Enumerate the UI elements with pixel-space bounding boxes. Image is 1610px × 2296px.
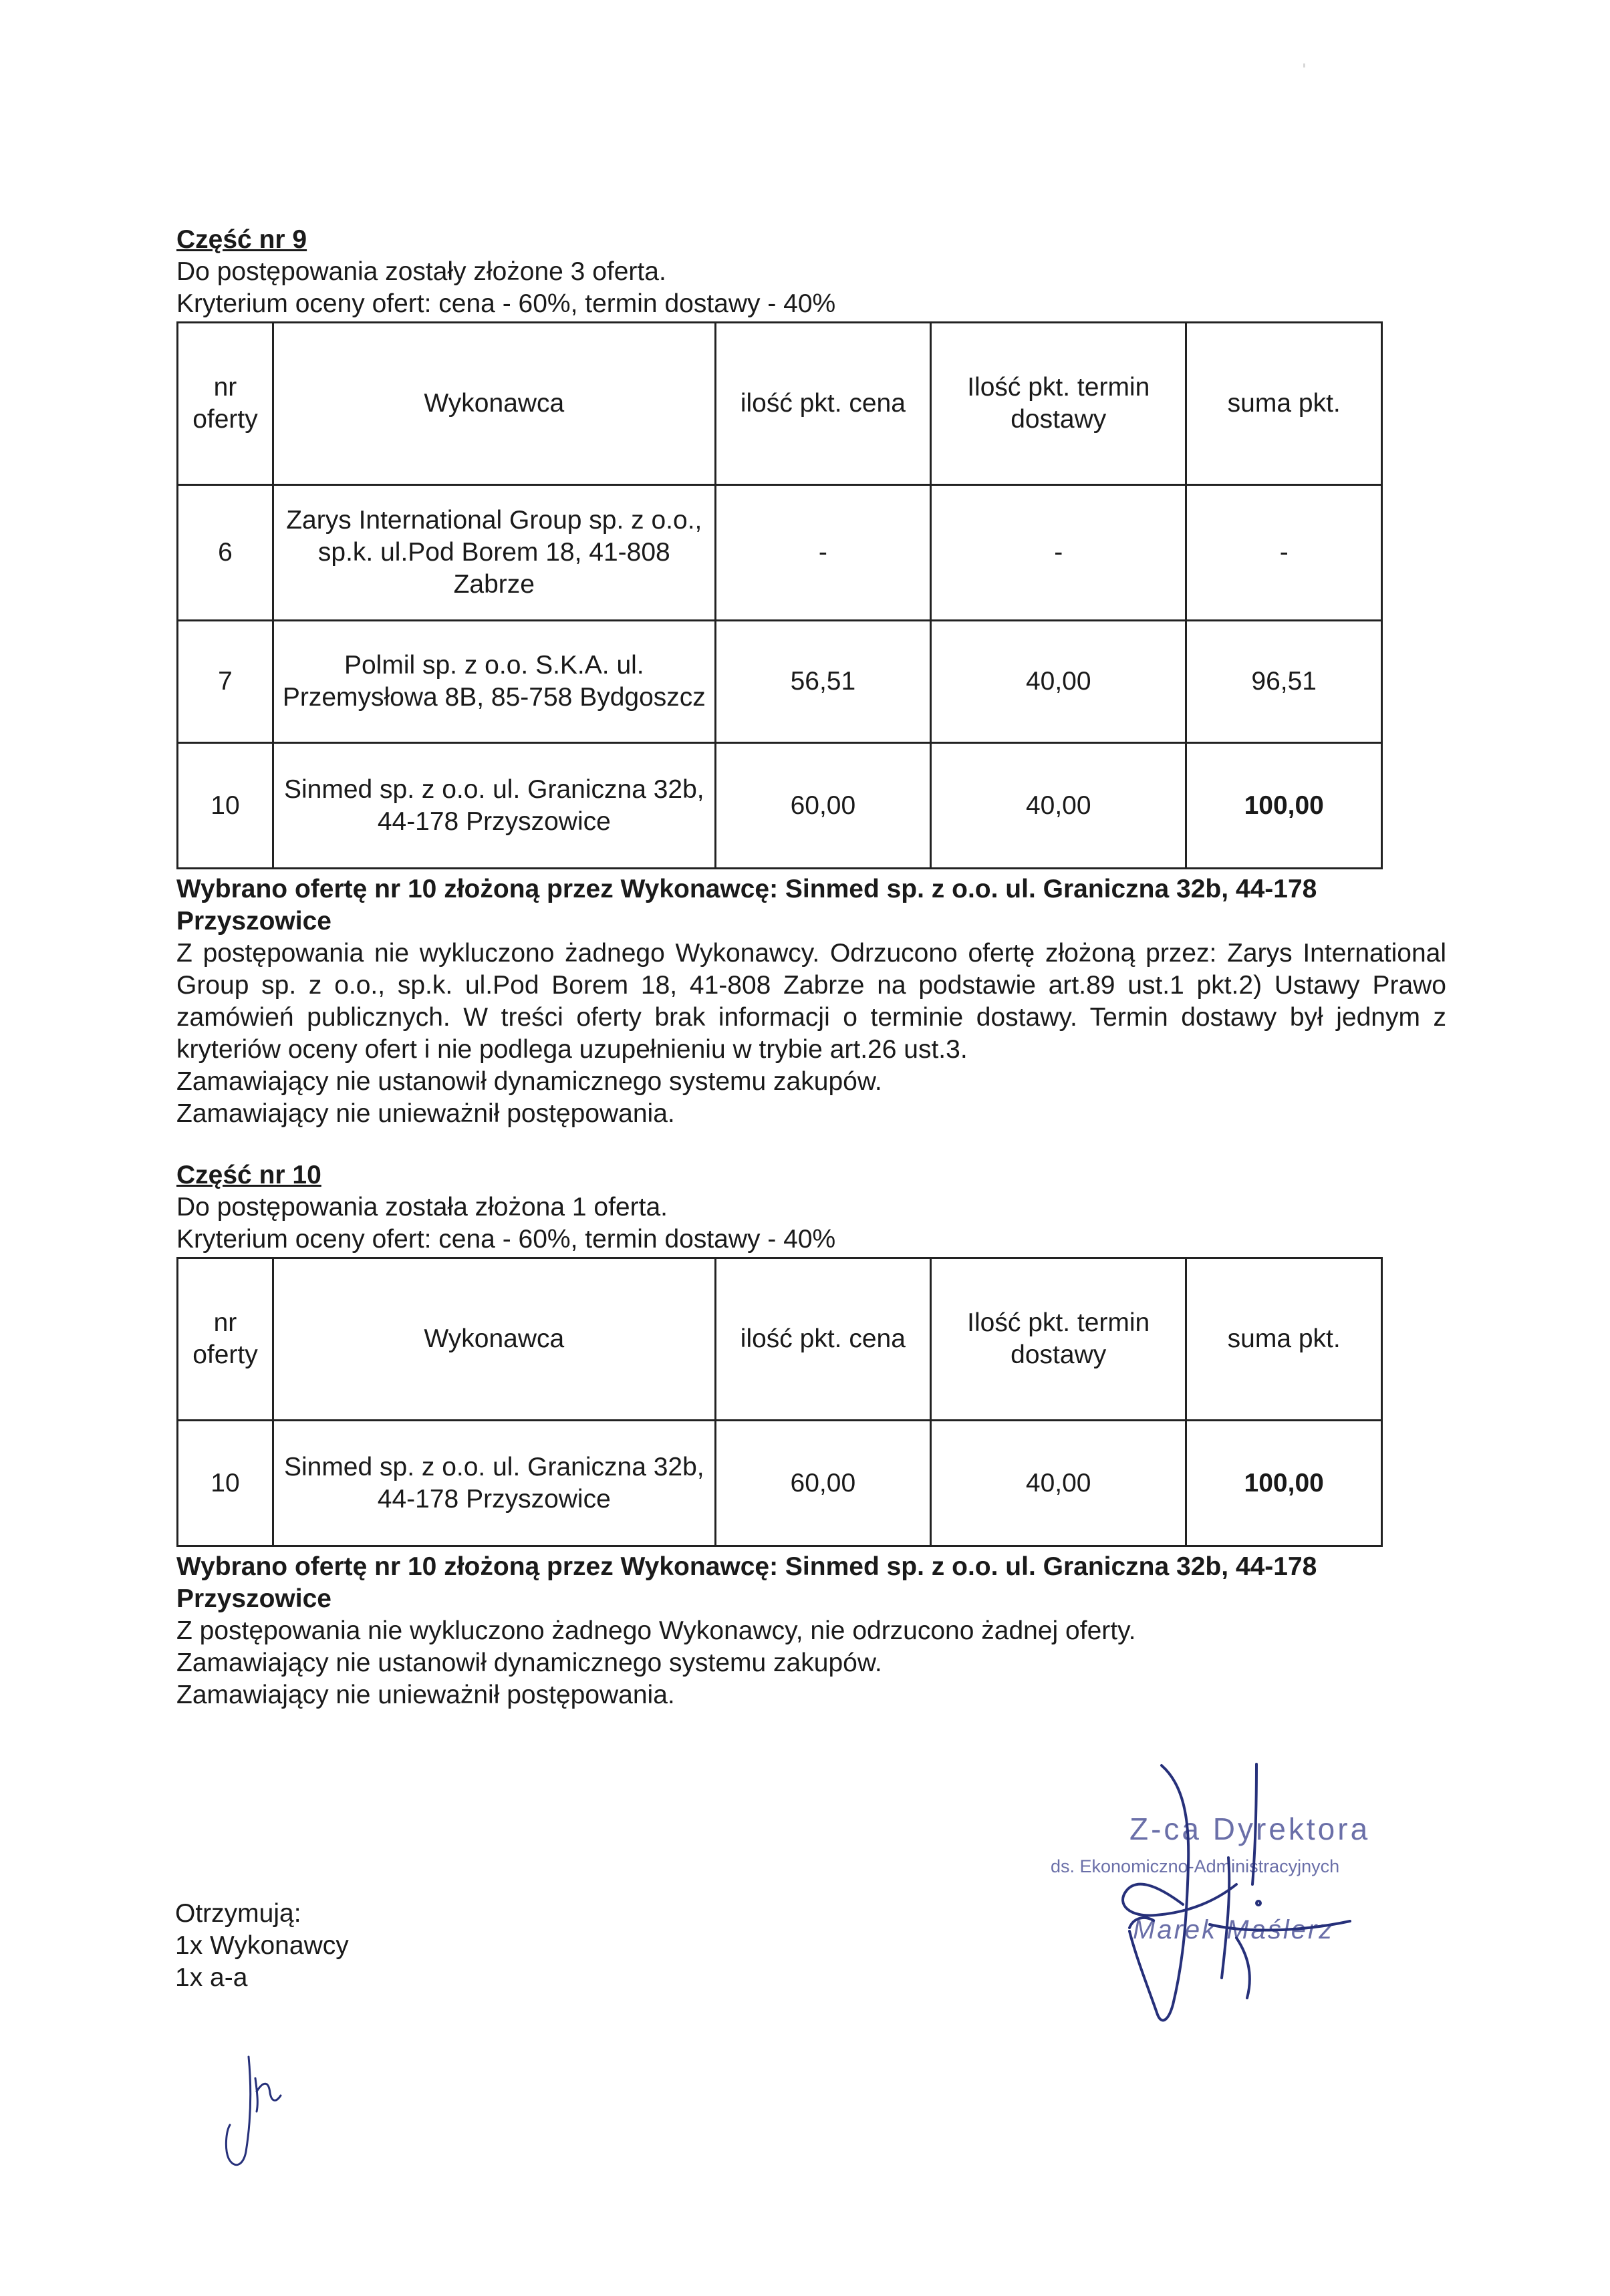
stamp-subtitle: ds. Ekonomiczno-Administracyjnych — [1051, 1856, 1340, 1876]
cell-nr: 10 — [178, 743, 273, 869]
column-header-cena: ilość pkt. cena — [715, 323, 930, 485]
table-header-row — [178, 323, 1382, 485]
cell-wykonawca: Sinmed sp. z o.o. ul. Graniczna 32b, 44-178 Przyszowice — [273, 1421, 715, 1546]
selected-offer-text: Wybrano ofertę nr 10 złożoną przez Wykonawcę: Sinmed sp. z o.o. ul. Graniczna 32b, 44-178 Przyszowice — [176, 875, 1317, 936]
cell-suma: - — [1186, 485, 1382, 621]
cell-wykonawca: Zarys International Group sp. z o.o., sp.k. ul.Pod Borem 18, 41-808 Zabrze — [273, 485, 715, 621]
handwritten-signature — [1109, 1757, 1430, 2038]
dynamic-system-text: Zamawiający nie ustanowił dynamicznego systemu zakupów. — [176, 1648, 882, 1677]
cell-termin: 40,00 — [931, 621, 1186, 743]
offers-count-text: Do postępowania została złożona 1 oferta. — [176, 1193, 668, 1222]
cell-suma: 100,00 — [1186, 1421, 1382, 1546]
column-header-wykonawca: Wykonawca — [273, 323, 715, 485]
cell-cena: 56,51 — [715, 621, 930, 743]
recipients-label: Otrzymują: — [175, 1899, 301, 1928]
cell-wykonawca: Sinmed sp. z o.o. ul. Graniczna 32b, 44-178 Przyszowice — [273, 743, 715, 869]
cell-suma: 96,51 — [1186, 621, 1382, 743]
handwritten-initials — [214, 2051, 294, 2172]
cell-cena: 60,00 — [715, 743, 930, 869]
section-part-10 — [176, 1159, 1444, 1711]
annulment-text: Zamawiający nie unieważnił postępowania. — [176, 1681, 675, 1709]
stamp-name: Marek Maślerz — [1133, 1915, 1335, 1945]
table-row — [178, 743, 1382, 869]
cell-nr: 7 — [178, 621, 273, 743]
cell-wykonawca: Polmil sp. z o.o. S.K.A. ul. Przemysłowa 8B, 85-758 Bydgoszcz — [273, 621, 715, 743]
recipient-item: 1x Wykonawcy — [175, 1931, 349, 1960]
dynamic-system-text: Zamawiający nie ustanowił dynamicznego systemu zakupów. — [176, 1067, 882, 1096]
offers-table — [176, 1257, 1383, 1547]
criteria-text: Kryterium oceny ofert: cena - 60%, termin dostawy - 40% — [176, 1225, 836, 1254]
stamp-title: Z-ca Dyrektora — [1129, 1812, 1371, 1846]
cell-cena: - — [715, 485, 930, 621]
offers-count-text: Do postępowania zostały złożone 3 oferta. — [176, 257, 666, 286]
section-part-9 — [176, 224, 1444, 1130]
offers-table — [176, 321, 1383, 869]
table-row — [178, 1421, 1382, 1546]
cell-suma: 100,00 — [1186, 743, 1382, 869]
cell-cena: 60,00 — [715, 1421, 930, 1546]
column-header-suma: suma pkt. — [1186, 1258, 1382, 1421]
scan-speck — [1303, 63, 1305, 67]
column-header-termin: Ilość pkt. termin dostawy — [931, 1258, 1186, 1421]
column-header-wykonawca: Wykonawca — [273, 1258, 715, 1421]
column-header-nr: nr oferty — [178, 1258, 273, 1421]
column-header-nr: nr oferty — [178, 323, 273, 485]
exclusion-text: Z postępowania nie wykluczono żadnego Wykonawcy. Odrzucono ofertę złożoną przez: Zarys International Group sp. z o.o., sp.k. ul.Pod Borem 18, 41-808 Zabrze na podstawie art.89 ust.1 pkt.2) Ustawy Prawo zamówień publicznych. W treści oferty brak informacji o terminie dostawy. Termin dostawy był jednym z kryteriów oceny ofert i nie podlega uzupełnieniu w trybie art.26 ust.3. — [176, 939, 1446, 1064]
selected-offer-text: Wybrano ofertę nr 10 złożoną przez Wykonawcę: Sinmed sp. z o.o. ul. Graniczna 32b, 44-178 Przyszowice — [176, 1552, 1317, 1613]
table-row — [178, 621, 1382, 743]
exclusion-text: Z postępowania nie wykluczono żadnego Wykonawcy, nie odrzucono żadnej oferty. — [176, 1616, 1136, 1645]
recipient-item: 1x a-a — [175, 1963, 248, 1992]
cell-nr: 6 — [178, 485, 273, 621]
column-header-cena: ilość pkt. cena — [715, 1258, 930, 1421]
cell-nr: 10 — [178, 1421, 273, 1546]
column-header-termin: Ilość pkt. termin dostawy — [931, 323, 1186, 485]
criteria-text: Kryterium oceny ofert: cena - 60%, termin dostawy - 40% — [176, 289, 836, 318]
recipients-block — [175, 1898, 349, 1994]
cell-termin: - — [931, 485, 1186, 621]
cell-termin: 40,00 — [931, 743, 1186, 869]
table-row — [178, 485, 1382, 621]
table-header-row — [178, 1258, 1382, 1421]
cell-termin: 40,00 — [931, 1421, 1186, 1546]
section-heading: Część nr 10 — [176, 1161, 321, 1189]
column-header-suma: suma pkt. — [1186, 323, 1382, 485]
section-heading: Część nr 9 — [176, 225, 307, 254]
annulment-text: Zamawiający nie unieważnił postępowania. — [176, 1099, 675, 1128]
